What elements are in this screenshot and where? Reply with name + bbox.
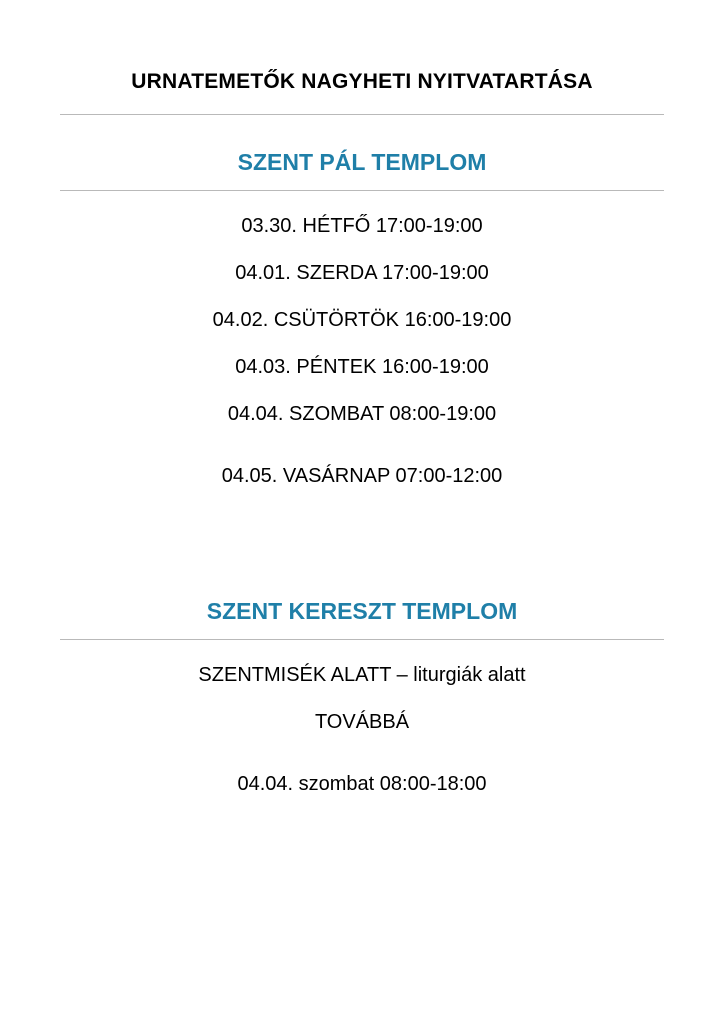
section-divider-szent-kereszt	[60, 639, 664, 640]
list-item: 03.30. HÉTFŐ 17:00-19:00	[241, 215, 483, 237]
list-item: 04.03. PÉNTEK 16:00-19:00	[235, 356, 489, 378]
section-szent-pal	[60, 115, 664, 488]
schedule-list-szent-pal	[60, 214, 664, 488]
section-title-szent-pal: SZENT PÁL TEMPLOM	[237, 149, 487, 175]
section-title-szent-kereszt: SZENT KERESZT TEMPLOM	[206, 598, 518, 624]
section-szent-kereszt	[60, 598, 664, 796]
schedule-list-szent-kereszt	[60, 663, 664, 796]
section-spacer	[60, 488, 664, 598]
list-item: 04.02. CSÜTÖRTÖK 16:00-19:00	[212, 309, 512, 331]
list-item: 04.05. VASÁRNAP 07:00-12:00	[221, 465, 503, 487]
list-item: TOVÁBBÁ	[314, 711, 410, 733]
section-divider-szent-pal	[60, 190, 664, 191]
list-item: 04.04. SZOMBAT 08:00-19:00	[227, 403, 497, 425]
page-title: URNATEMETŐK NAGYHETI NYITVATARTÁSA	[131, 70, 593, 93]
list-item: SZENTMISÉK ALATT – liturgiák alatt	[198, 664, 526, 686]
list-item: 04.04. szombat 08:00-18:00	[237, 773, 487, 795]
list-item: 04.01. SZERDA 17:00-19:00	[235, 262, 489, 284]
